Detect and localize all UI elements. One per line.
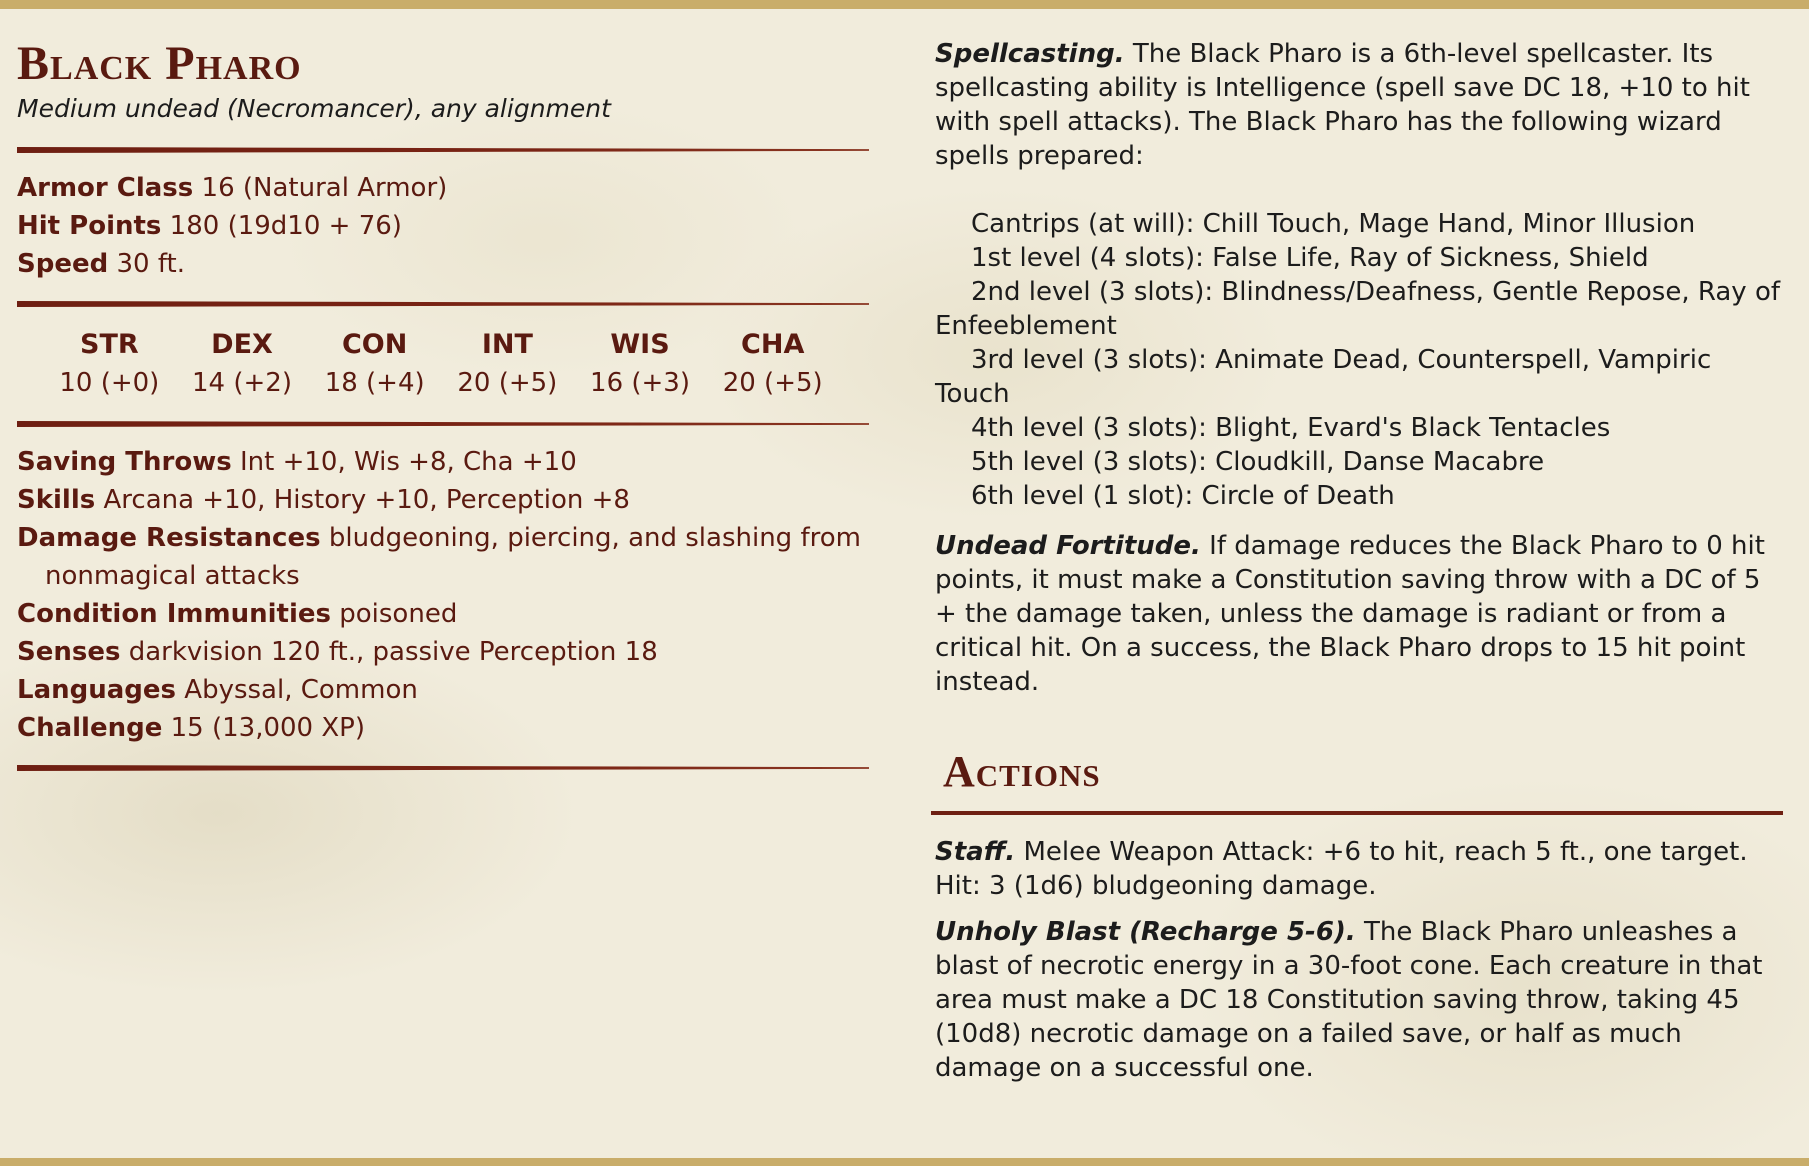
divider bbox=[17, 765, 869, 771]
armor-class-row bbox=[17, 169, 872, 207]
ability-name: CON bbox=[341, 329, 408, 360]
ability-scores bbox=[43, 325, 839, 401]
ability-int bbox=[441, 325, 574, 401]
hit-points-row bbox=[17, 207, 872, 245]
skills-row bbox=[17, 481, 872, 519]
ability-dex bbox=[176, 325, 309, 401]
spellcasting-trait bbox=[935, 37, 1785, 173]
spell-list-item: 5th level (3 slots): Cloudkill, Danse Macabre bbox=[971, 447, 1545, 477]
spellcasting-text: The Black Pharo is a 6th-level spellcaster. Its spellcasting ability is Intelligence (spell save DC 18, +10 to hit with spell attacks). The Black Pharo has the following wizard spells prepared: bbox=[935, 39, 1750, 171]
divider bbox=[17, 421, 869, 427]
spellcasting-name: Spellcasting. bbox=[935, 39, 1125, 69]
creature-name: Black Pharo bbox=[17, 37, 302, 90]
stat-block-left-column bbox=[17, 37, 872, 771]
unholy-blast-action-name: Unholy Blast (Recharge 5-6). bbox=[935, 917, 1356, 947]
skills-label: Skills bbox=[17, 485, 96, 515]
armor-class-label: Armor Class bbox=[17, 173, 194, 203]
ability-str bbox=[43, 325, 176, 401]
undead-fortitude-text: If damage reduces the Black Pharo to 0 hit points, it must make a Constitution saving throw with a DC of 5 + the damage taken, unless the damage is radiant or from a critical hit. On a success, the Black Pharo drops to 15 hit point instead. bbox=[935, 531, 1765, 697]
undead-fortitude-name: Undead Fortitude. bbox=[935, 531, 1201, 561]
ability-score: 14 (+2) bbox=[192, 368, 292, 398]
speed-row bbox=[17, 245, 872, 283]
spell-list-item: Cantrips (at will): Chill Touch, Mage Hand, Minor Illusion bbox=[971, 209, 1696, 239]
ability-score: 20 (+5) bbox=[457, 368, 558, 398]
languages-row bbox=[17, 671, 872, 709]
ability-score: 16 (+3) bbox=[590, 368, 690, 398]
spell-list-item: 4th level (3 slots): Blight, Evard's Black Tentacles bbox=[971, 413, 1611, 443]
ability-name: DEX bbox=[211, 329, 273, 360]
ability-name: STR bbox=[80, 329, 139, 360]
skills-value: Arcana +10, History +10, Perception +8 bbox=[103, 485, 630, 515]
spell-list-item: 6th level (1 slot): Circle of Death bbox=[971, 481, 1395, 511]
ability-cha bbox=[706, 325, 839, 401]
creature-details bbox=[17, 443, 872, 747]
saving-throws-value: Int +10, Wis +8, Cha +10 bbox=[240, 447, 577, 477]
condition-immunities-value: poisoned bbox=[339, 599, 458, 629]
unholy-blast-action bbox=[935, 915, 1785, 1085]
ability-con bbox=[308, 325, 441, 401]
armor-class-value: 16 (Natural Armor) bbox=[201, 173, 448, 203]
damage-resistances-row bbox=[17, 519, 872, 595]
staff-action bbox=[935, 835, 1785, 903]
staff-action-name: Staff. bbox=[935, 837, 1016, 867]
divider bbox=[17, 147, 869, 153]
divider bbox=[17, 301, 869, 307]
unholy-blast-action-text: The Black Pharo unleashes a blast of necrotic energy in a 30-foot cone. Each creature in that area must make a DC 18 Constitution saving throw, taking 45 (10d8) necrotic damage on a failed save, or half as much damage on a successful one. bbox=[935, 917, 1763, 1083]
ability-score: 10 (+0) bbox=[59, 368, 160, 398]
challenge-row bbox=[17, 709, 872, 747]
saving-throws-label: Saving Throws bbox=[17, 447, 232, 477]
ability-name: WIS bbox=[610, 329, 670, 360]
languages-label: Languages bbox=[17, 675, 177, 705]
creature-meta: Medium undead (Necromancer), any alignment bbox=[17, 94, 611, 123]
spell-list-item: 2nd level (3 slots): Blindness/Deafness, Gentle Repose, Ray of Enfeeblement bbox=[935, 277, 1781, 341]
condition-immunities-label: Condition Immunities bbox=[17, 599, 331, 629]
damage-resistances-label: Damage Resistances bbox=[17, 523, 321, 553]
staff-action-text: Melee Weapon Attack: +6 to hit, reach 5 ft., one target. Hit: 3 (1d6) bludgeoning damage. bbox=[935, 837, 1748, 901]
actions-divider bbox=[931, 811, 1783, 815]
condition-immunities-row bbox=[17, 595, 872, 633]
damage-resistances-value: bludgeoning, piercing, and slashing from nonmagical attacks bbox=[45, 523, 861, 591]
languages-value: Abyssal, Common bbox=[184, 675, 418, 705]
challenge-label: Challenge bbox=[17, 713, 163, 743]
actions-heading: Actions bbox=[943, 747, 1101, 796]
ability-score: 20 (+5) bbox=[722, 368, 823, 398]
senses-label: Senses bbox=[17, 637, 121, 667]
undead-fortitude-trait bbox=[935, 529, 1785, 699]
ability-score: 18 (+4) bbox=[324, 368, 425, 398]
stat-block-right-column bbox=[935, 37, 1785, 1085]
ability-name: INT bbox=[481, 329, 533, 360]
ability-name: CHA bbox=[741, 329, 805, 360]
hit-points-value: 180 (19d10 + 76) bbox=[169, 211, 402, 241]
senses-value: darkvision 120 ft., passive Perception 18 bbox=[128, 637, 658, 667]
speed-label: Speed bbox=[17, 249, 109, 279]
spell-list-item: 1st level (4 slots): False Life, Ray of Sickness, Shield bbox=[971, 243, 1649, 273]
senses-row bbox=[17, 633, 872, 671]
hit-points-label: Hit Points bbox=[17, 211, 162, 241]
speed-value: 30 ft. bbox=[116, 249, 185, 279]
basic-stats bbox=[17, 169, 872, 283]
saving-throws-row bbox=[17, 443, 872, 481]
challenge-value: 15 (13,000 XP) bbox=[170, 713, 365, 743]
spell-list-item: 3rd level (3 slots): Animate Dead, Counterspell, Vampiric Touch bbox=[935, 345, 1712, 409]
ability-wis bbox=[574, 325, 707, 401]
spell-list bbox=[935, 207, 1785, 513]
